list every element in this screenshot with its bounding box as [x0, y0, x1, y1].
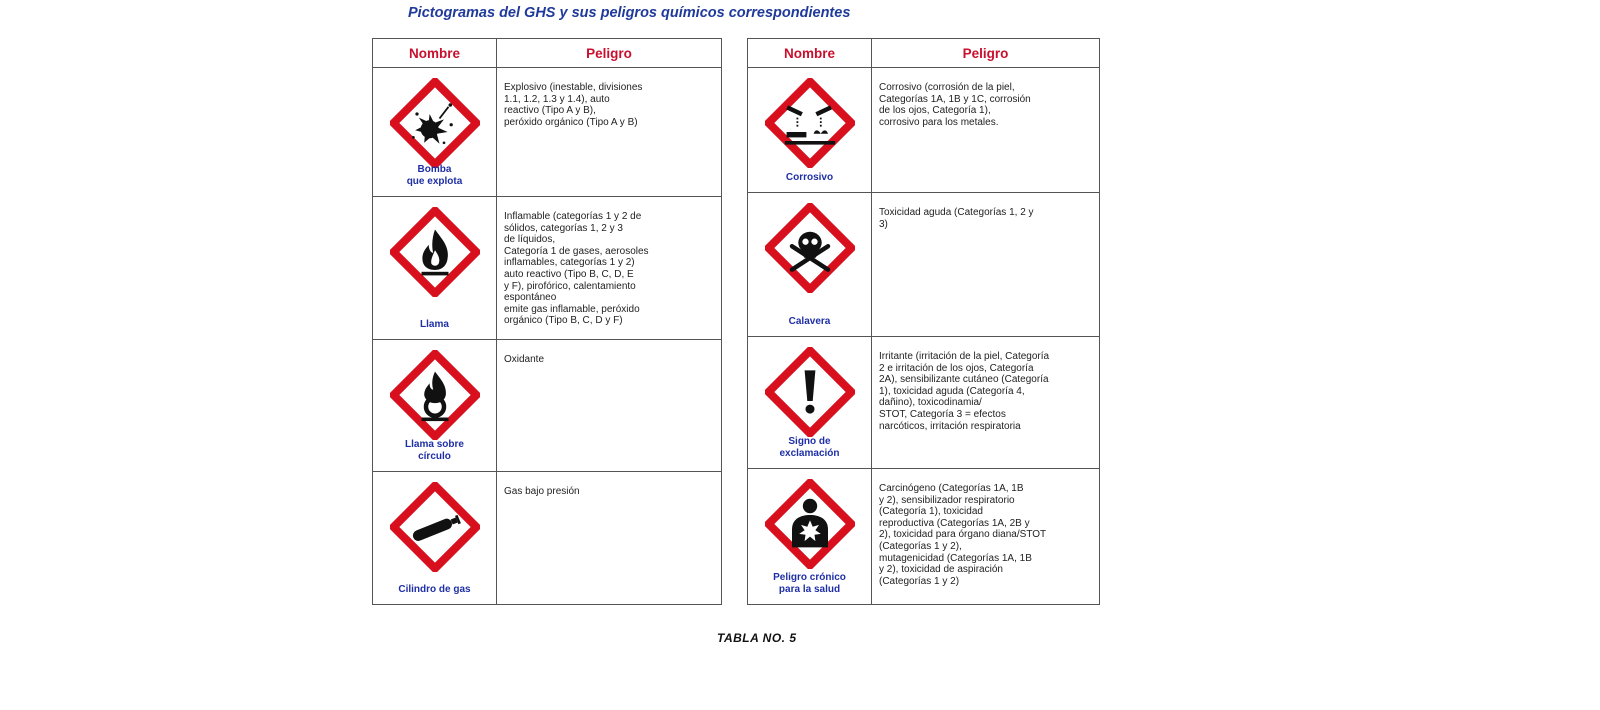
exclamation-mark-icon [765, 347, 855, 437]
table-row [373, 340, 722, 472]
ghs-table-right [747, 38, 1100, 605]
hazard-description: Inflamable (categorías 1 y 2 de sólidos, categorías 1, 2 y 3 de líquidos, Categoría 1 de gases, aerosoles inflamables, categorías 1 y 2) auto reactivo (Tipo B, C, D, E y F), pirofórico, calentamiento espontáneo emite gas inflamable, peróxido orgánico (Tipo B, C, D y F) [497, 197, 722, 340]
table-row [748, 469, 1100, 605]
pictogram-name: Llama sobre círculo [405, 439, 464, 462]
hazard-description: Irritante (irritación de la piel, Categoría 2 e irritación de los ojos, Categoría 2A), sensibilizante cutáneo (Categoría 1), toxicidad aguda (Categoría 4, dañino), toxicodinamia/ STOT, Categoría 3 = efectos narcóticos, irritación respiratoria [872, 337, 1100, 469]
pictogram-name: Cilindro de gas [398, 584, 471, 595]
pictogram-name: Signo de exclamación [779, 436, 840, 459]
skull-crossbones-icon [765, 203, 855, 293]
corrosion-icon [765, 78, 855, 168]
header-hazard: Peligro [497, 39, 722, 68]
pictogram-name: Llama [420, 319, 449, 330]
pictogram-cell [373, 68, 497, 197]
hazard-description: Corrosivo (corrosión de la piel, Categorías 1A, 1B y 1C, corrosión de los ojos, Categoría 1), corrosivo para los metales. [872, 68, 1100, 193]
pictogram-cell [748, 193, 872, 337]
hazard-description: Oxidante [497, 340, 722, 472]
header-hazard: Peligro [872, 39, 1100, 68]
table-row [373, 472, 722, 605]
table-header-row [373, 39, 722, 68]
table-caption: TABLA NO. 5 [717, 631, 797, 645]
table-header-row [748, 39, 1100, 68]
pictogram-name: Peligro crónico para la salud [773, 572, 846, 595]
header-name: Nombre [748, 39, 872, 68]
table-row [373, 197, 722, 340]
hazard-description: Gas bajo presión [497, 472, 722, 605]
pictogram-name: Corrosivo [785, 172, 834, 183]
header-name: Nombre [373, 39, 497, 68]
gas-cylinder-icon [390, 482, 480, 572]
pictogram-name: Bomba que explota [406, 164, 463, 187]
table-row [373, 68, 722, 197]
pictogram-cell [748, 337, 872, 469]
pictogram-cell [373, 472, 497, 605]
exploding-bomb-icon [390, 78, 480, 168]
table-row [748, 337, 1100, 469]
flame-icon [390, 207, 480, 297]
table-row [748, 68, 1100, 193]
flame-over-circle-icon [390, 350, 480, 440]
hazard-description: Explosivo (inestable, divisiones 1.1, 1.2, 1.3 y 1.4), auto reactivo (Tipo A y B), peróxido orgánico (Tipo A y B) [497, 68, 722, 197]
pictogram-cell [748, 469, 872, 605]
pictogram-name: Calavera [788, 316, 831, 327]
pictogram-cell [373, 197, 497, 340]
table-row [748, 193, 1100, 337]
pictogram-cell [748, 68, 872, 193]
pictogram-cell [373, 340, 497, 472]
health-hazard-icon [765, 479, 855, 569]
hazard-description: Toxicidad aguda (Categorías 1, 2 y 3) [872, 193, 1100, 337]
hazard-description: Carcinógeno (Categorías 1A, 1B y 2), sensibilizador respiratorio (Categoría 1), toxicidad reproductiva (Categorías 1A, 2B y 2), toxicidad para órgano diana/STOT (Categorías 1 y 2), mutagenicidad (Categorías 1A, 1B y 2), toxicidad de aspiración (Categorías 1 y 2) [872, 469, 1100, 605]
ghs-table-left [372, 38, 722, 605]
page-title: Pictogramas del GHS y sus peligros químicos correspondientes [408, 5, 851, 21]
